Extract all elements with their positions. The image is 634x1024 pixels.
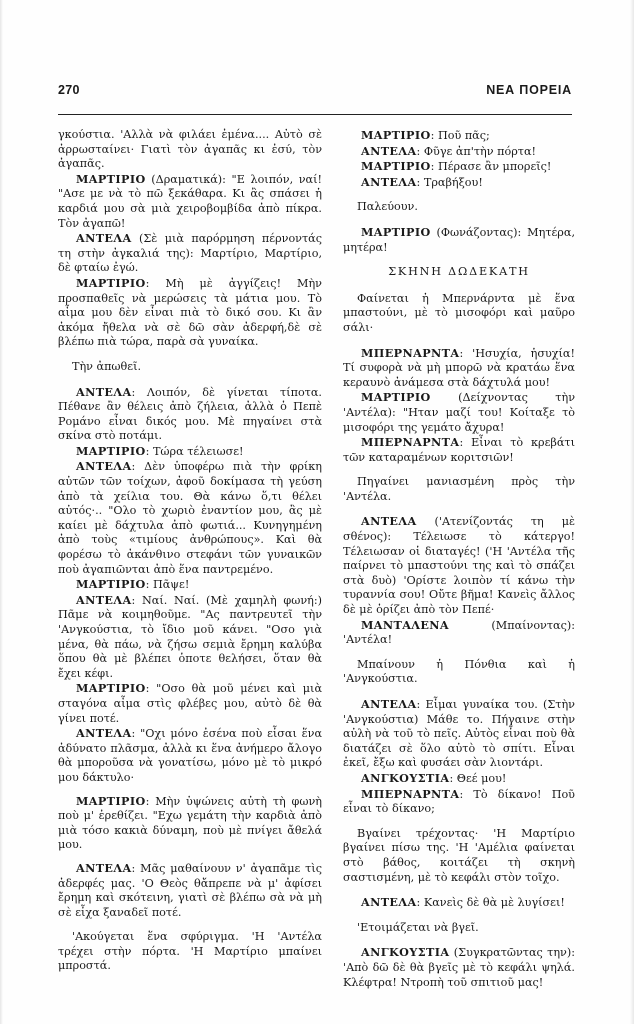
dialogue-line xyxy=(343,390,575,435)
header-rule xyxy=(58,114,572,115)
speaker-name: ΜΑΡΤΙΡΙΟ xyxy=(76,275,146,290)
dialogue-text: : Δὲν ὑποφέρω πιὰ τὴν φρίκη αὐτῶν τῶν τοίχων, ἀφοῦ δοκίμασα τὴ γεύση ἀπὸ τὰ χείλια του. Θὰ κάνω ὅ,τι θέλει αὐτός·.. "Ολο τὸ χωριὸ ἐναντίον μου, ἂς μὲ καίει μὲ δάχτυλα ἀπὸ φωτιά... Κυνηγημένη ἀπὸ τοὺς «τιμίους ἀνθρώπους». Καὶ θὰ φορέσω τὸ ἀκάνθινο στεφάνι τῶν γυναικῶν ποὺ ἀγαπιῶνται ἀπὸ ἕνα παντρεμένο. xyxy=(58,460,322,576)
dialogue-line xyxy=(58,726,322,785)
speaker-name: ΜΑΡΤΙΡΙΟ xyxy=(76,171,146,186)
speaker-name: ΜΑΡΤΙΡΙΟ xyxy=(361,224,431,239)
page-edge-right xyxy=(630,0,634,1024)
dialogue-line xyxy=(58,794,322,853)
dialogue-text: : Τραβήξου! xyxy=(416,175,483,189)
dialogue-text: : Εἶμαι γυναίκα του. (Στὴν 'Ανγκούστια) Μάθε το. Πήγαινε στὴν αὐλὴ νὰ τοῦ τὸ πεῖς. Αὐτὸς εἶναι ποὺ θὰ διατάζει σὲ ὅλο αὐτὸ τὸ σπίτι. Εἶναι ἐκεῖ, ἔξω καὶ φυσάει σὰν λιοντάρι. xyxy=(343,698,575,770)
speaker-name: ΜΑΡΤΙΡΙΟ xyxy=(361,390,431,405)
dialogue-line xyxy=(343,225,575,255)
dialogue-text: : Φῦγε ἀπ'τὴν πόρτα! xyxy=(416,144,537,158)
dialogue-text: (Φωνάζοντας): Μητέρα, μητέρα! xyxy=(343,225,575,254)
speaker-name: ΑΝΤΕΛΑ xyxy=(76,384,132,399)
right-column xyxy=(343,128,575,990)
dialogue-line xyxy=(343,618,575,648)
dialogue-line xyxy=(343,697,575,771)
dialogue-line xyxy=(343,945,575,990)
speaker-name: ΜΑΡΤΙΡΙΟ xyxy=(76,443,146,458)
dialogue-line xyxy=(58,681,322,726)
dialogue-text: : Μὴν ὑψώνεις αὐτὴ τὴ φωνὴ ποὺ μ' ἐρεθίζει. "Εχω γεμάτη τὴν καρδιὰ ἀπὸ μιὰ τόσο κακιὰ δύναμη, ποὺ μὲ πνίγει ἄθελά μου. xyxy=(58,794,322,852)
left-column xyxy=(58,128,322,984)
speaker-name: ΑΝΤΕΛΑ xyxy=(361,895,417,910)
dialogue-line xyxy=(58,172,322,231)
stage-direction: Μπαίνουν ἡ Πόνθια καὶ ἡ 'Ανγκούστια. xyxy=(343,657,575,686)
stage-direction: Βγαίνει τρέχοντας· 'Η Μαρτίριο βγαίνει πίσω της. 'Η 'Αμέλια φαίνεται στὸ βάθος, κοιτάζει τὴ σκηνὴ σαστισμένη, μὲ τὸ κεφάλι στὸν τοῖχο. xyxy=(343,826,575,884)
dialogue-line xyxy=(343,175,575,191)
dialogue-line xyxy=(343,514,575,617)
dialogue-text: ('Ατενίζοντάς τη μὲ σθένος): Τέλειωσε τὸ κάτεργο! Τέλειωσαν οἱ διαταγές! ('Η 'Αντέλα τῆς παίρνει τὸ μπαστούνι της καὶ τὸ σπάζει στὰ δυὸ) 'Ορίστε λοιπὸν τί κάνω τὴν τυραννία σου! Οὔτε βῆμα! Κανεὶς ἄλλος δὲ μὲ ὁρίζει ἀπὸ τὸν Πεπέ· xyxy=(343,515,575,617)
speaker-name: ΑΝΤΕΛΑ xyxy=(76,592,132,607)
dialogue-text: : Τώρα τέλειωσε! xyxy=(145,444,244,458)
stage-direction: Παλεύουν. xyxy=(357,200,418,214)
dialogue-text: (Μπαίνοντας): 'Αντέλα! xyxy=(343,618,575,647)
dialogue-line xyxy=(58,385,322,444)
dialogue-line xyxy=(343,159,575,175)
dialogue-text: : Ναί. Ναί. (Μὲ χαμηλὴ φωνή:) Πᾶμε νὰ κοιμηθοῦμε. "Ας παντρευτεῖ τὴν 'Ανγκούστια, τὸ ἴδιο μοῦ κάνει. "Οσο γιὰ μένα, θὰ πάω, νὰ ζήσω σεμιὰ ἔρημη καλύβα ὅπου θὰ μὲ βλέπει ὁποτε θελήσει, ὅταν θὰ ἔχει κέφι. xyxy=(58,593,322,680)
dialogue-text: : "Οσο θὰ μοῦ μένει καὶ μιὰ σταγόνα αἷμα στὶς φλέβες μου, αὐτὸ δὲ θὰ γίνει ποτέ. xyxy=(58,682,322,725)
speaker-name: ΜΑΡΤΙΡΙΟ xyxy=(361,128,431,142)
dialogue-text: : Πέρασε ἂν μπορεῖς! xyxy=(430,160,552,174)
dialogue-text: : Τὸ δίκανο! Ποῦ εἶναι τὸ δίκανο; xyxy=(343,787,575,816)
speaker-name: ΜΠΕΡΝΑΡΝΤΑ xyxy=(361,786,460,801)
dialogue-line xyxy=(343,895,575,911)
dialogue-text: : Μὴ μὲ ἀγγίζεις! Μὴν προσπαθεῖς νὰ μερώσεις τὰ μάτια μου. Τὸ αἷμα μου δὲν εἶναι πιὰ τὸ δικό σου. Κι ἂν ἀκόμα ἤθελα νὰ σὲ δῶ σὰν ἀδερφή,δὲ σὲ βλέπω πιὰ τώρα, παρὰ σὰ γυναίκα. xyxy=(58,276,322,349)
dialogue-text: : Πᾶψε! xyxy=(145,578,190,592)
dialogue-text: : Εἶναι τὸ κρεβάτι τῶν καταραμένων κοριτσιῶν! xyxy=(343,436,575,464)
speaker-name: ΜΑΝΤΑΛΕΝΑ xyxy=(361,617,450,632)
speaker-name: ΑΝΤΕΛΑ xyxy=(361,697,417,711)
speaker-name: ΑΝΤΕΛΑ xyxy=(76,459,132,474)
stage-direction: Φαίνεται ἡ Μπερνάρντα μὲ ἕνα μπαστούνι, μὲ τὸ μισοφόρι καὶ μαῦρο σάλι· xyxy=(343,291,575,334)
dialogue-line xyxy=(343,435,575,465)
dialogue-text: : 'Ησυχία, ἡσυχία! Τί συφορὰ νὰ μὴ μπορῶ νὰ κρατάω ἕνα κεραυνὸ ἀνάμεσα στὰ δάχτυλά μου! xyxy=(343,346,575,389)
dialogue-text: : Μᾶς μαθαίνουν ν' ἀγαπᾶμε τὶς ἀδερφές μας. 'Ο Θεὸς θἄπρεπε νὰ μ' ἀφίσει ἔρημη καὶ σκότεινη, γιατὶ σὲ βλέπω σὰ νὰ μὴ σὲ εἶχα ξαναδεῖ ποτέ. xyxy=(58,861,322,919)
running-title: ΝΕΑ ΠΟΡΕΙΑ xyxy=(486,83,572,97)
scene-title: ΣΚΗΝΗ ΔΩΔΕΚΑΤΗ xyxy=(388,265,530,279)
stage-direction: Τὴν ἀπωθεῖ. xyxy=(72,359,142,373)
dialogue-line xyxy=(58,444,322,460)
dialogue-text: : Κανεὶς δὲ θὰ μὲ λυγίσει! xyxy=(416,896,565,910)
speaker-name: ΑΝΤΕΛΑ xyxy=(361,174,417,189)
continued-paragraph: γκούστια. 'Αλλὰ νὰ φιλάει ἐμένα.... Αὐτὸ σὲ ἀρρωσταίνει· Γιατὶ τὸν ἀγαπᾶς κι ἐσύ, τὸν ἀγαπᾶς. xyxy=(58,128,322,171)
dialogue-line xyxy=(58,231,322,276)
dialogue-line xyxy=(343,771,575,787)
speaker-name: ΑΝΤΕΛΑ xyxy=(76,231,132,246)
dialogue-text: : Θεέ μου! xyxy=(449,771,507,785)
dialogue-line xyxy=(343,144,575,160)
running-header xyxy=(58,83,572,103)
stage-direction: 'Ετοιμάζεται νὰ βγεῖ. xyxy=(357,920,479,934)
speaker-name: ΜΑΡΤΙΡΙΟ xyxy=(76,681,146,696)
dialogue-line xyxy=(58,276,322,350)
dialogue-text: : "Οχι μόνο ἐσένα ποὺ εἶσαι ἕνα ἀδύνατο πλᾶσμα, ἀλλὰ κι ἕνα ἀνήμερο ἄλογο θὰ μποροῦσα νὰ γονατίσω, μόνο μὲ τὸ μικρό μου δάκτυλο· xyxy=(58,727,322,784)
page-number: 270 xyxy=(58,83,80,97)
dialogue-text: (Δραματικά): "Ε λοιπόν, ναί! "Ασε με νὰ τὸ πῶ ξεκάθαρα. Κι ἂς σπάσει ἡ καρδιά μου σὰ μιὰ χειροβομβίδα ἀπὸ πίκρα. Τὸν ἀγαπῶ! xyxy=(58,172,322,230)
dialogue-line xyxy=(343,128,575,144)
speaker-name: ΑΝΤΕΛΑ xyxy=(76,860,132,875)
speaker-name: ΑΝΤΕΛΑ xyxy=(361,514,417,529)
speaker-name: ΑΝΓΚΟΥΣΤΙΑ xyxy=(361,945,450,960)
dialogue-line xyxy=(58,861,322,920)
dialogue-line xyxy=(58,593,322,682)
speaker-name: ΜΑΡΤΙΡΙΟ xyxy=(361,159,431,174)
speaker-name: ΑΝΓΚΟΥΣΤΙΑ xyxy=(361,770,450,785)
dialogue-text: : Ποῦ πᾶς; xyxy=(430,129,490,142)
dialogue-text: (Δείχνοντας τὴν 'Αντέλα): "Ηταν μαζί του! Κοίταξε τὸ μισοφόρι της γεμάτο ἄχυρα! xyxy=(343,391,575,434)
speaker-name: ΜΑΡΤΙΡΙΟ xyxy=(76,793,146,808)
dialogue-line xyxy=(343,787,575,817)
dialogue-text: (Συγκρατῶντας την): 'Απὸ δῶ δὲ θὰ βγεῖς μὲ τὸ κεφάλι ψηλά. Κλέφτρα! Ντροπὴ τοῦ σπιτιοῦ μας! xyxy=(343,946,575,989)
stage-direction: 'Ακούγεται ἕνα σφύριγμα. 'Η 'Αντέλα τρέχει στὴν πόρτα. 'Η Μαρτίριο μπαίνει μπροστά. xyxy=(58,930,322,973)
speaker-name: ΜΑΡΤΙΡΙΟ xyxy=(76,577,146,592)
speaker-name: ΑΝΤΕΛΑ xyxy=(361,143,417,158)
dialogue-text: : Λοιπόν, δὲ γίνεται τίποτα. Πέθανε ἂν θέλεις ἀπὸ ζήλεια, ἀλλὰ ὁ Πεπὲ Ρομάνο εἶναι δικός μου. Μὲ πηγαίνει στὰ σκίνα στὸ ποτάμι. xyxy=(58,385,322,443)
dialogue-line xyxy=(58,577,322,593)
speaker-name: ΜΠΕΡΝΑΡΝΤΑ xyxy=(361,345,460,360)
dialogue-line xyxy=(343,346,575,391)
speaker-name: ΑΝΤΕΛΑ xyxy=(76,726,132,741)
dialogue-text: (Σὲ μιὰ παρόρμηση πέρνοντάς τη στὴν ἀγκαλιά της): Μαρτίριο, Μαρτίριο, δὲ φταίω ἐγώ. xyxy=(58,232,322,275)
page-edge-left xyxy=(0,0,3,1024)
dialogue-line xyxy=(58,459,322,577)
speaker-name: ΜΠΕΡΝΑΡΝΤΑ xyxy=(361,435,460,450)
stage-direction: Πηγαίνει μανιασμένη πρὸς τὴν 'Αντέλα. xyxy=(343,475,575,503)
